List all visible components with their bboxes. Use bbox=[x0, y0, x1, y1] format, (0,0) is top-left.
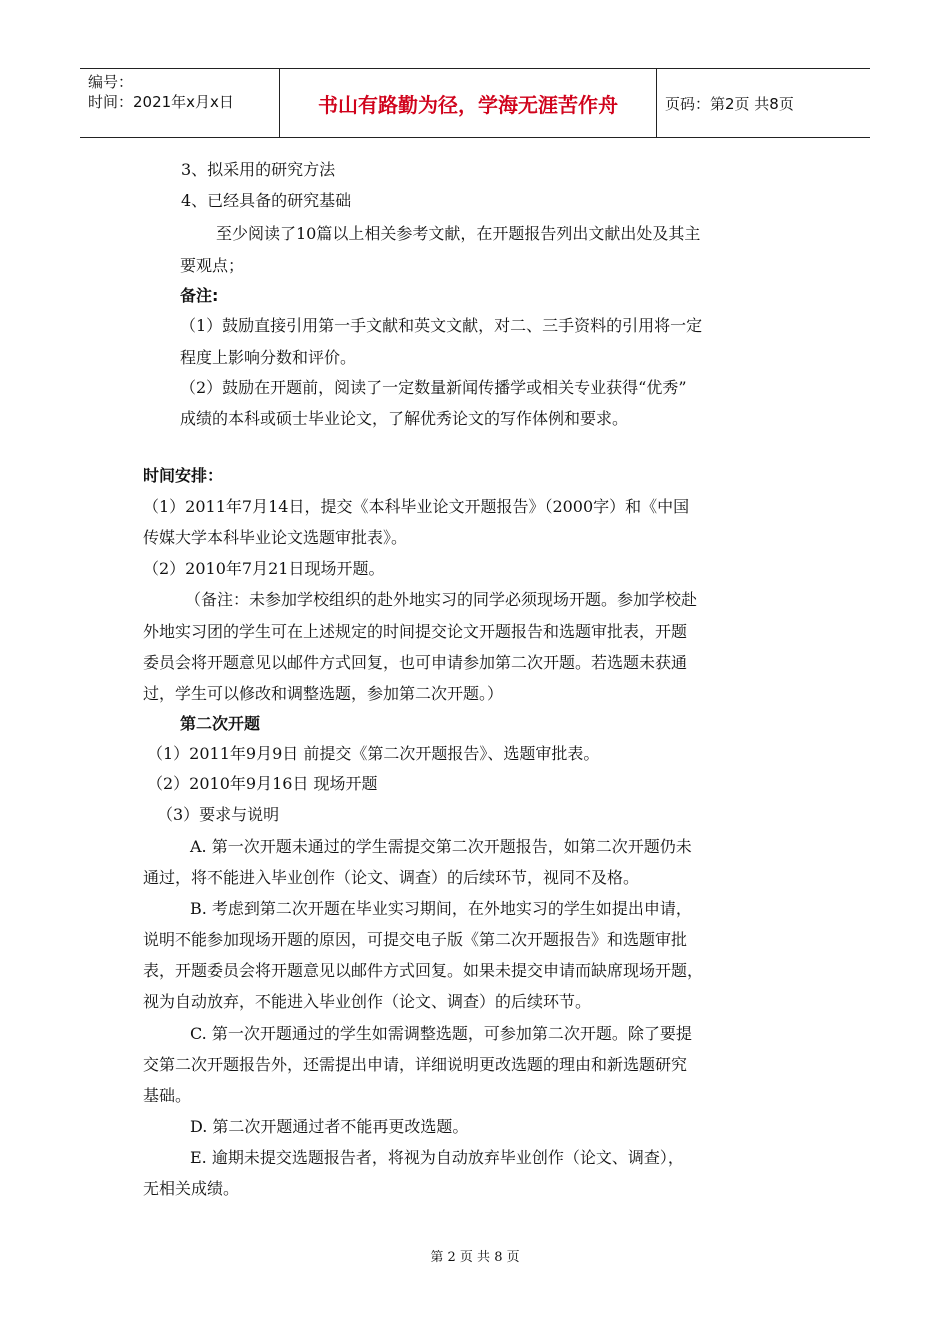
page-footer: 第 2 页 共 8 页 bbox=[430, 1250, 520, 1265]
text-line: （1）2011年9月9日 前提交《第二次开题报告》、选题审批表。 bbox=[147, 744, 600, 763]
page-info: 页码：第2页 共8页 bbox=[665, 94, 794, 113]
text-line: 视为自动放弃，不能进入毕业创作（论文、调查）的后续环节。 bbox=[143, 992, 592, 1011]
text-line: 传媒大学本科毕业论文选题审批表》。 bbox=[143, 528, 408, 547]
text-line: B. 考虑到第二次开题在毕业实习期间，在外地实习的学生如提出申请， bbox=[190, 899, 692, 918]
motto: 书山有路勤为径，学海无涯苦作舟 bbox=[280, 69, 657, 137]
text-line: （1）鼓励直接引用第一手文献和英文文献，对二、三手资料的引用将一定 bbox=[180, 316, 703, 335]
text-line: 表，开题委员会将开题意见以邮件方式回复。如果未提交申请而缺席现场开题， bbox=[143, 961, 704, 980]
text-line: 委员会将开题意见以邮件方式回复，也可申请参加第二次开题。若选题未获通 bbox=[143, 653, 688, 672]
text-line: 说明不能参加现场开题的原因，可提交电子版《第二次开题报告》和选题审批 bbox=[143, 930, 688, 949]
page-header bbox=[80, 68, 870, 138]
number-label: 编号： bbox=[88, 73, 134, 91]
text-line: （2）2010年9月16日 现场开题 bbox=[147, 774, 378, 793]
remark-heading: 备注: bbox=[180, 286, 219, 305]
schedule-heading: 时间安排： bbox=[143, 466, 224, 485]
text-line: D. 第二次开题通过者不能再更改选题。 bbox=[190, 1117, 469, 1136]
text-line: 外地实习团的学生可在上述规定的时间提交论文开题报告和选题审批表，开题 bbox=[143, 622, 688, 641]
second-session-heading: 第二次开题 bbox=[180, 714, 261, 733]
text-line: 要观点； bbox=[180, 256, 245, 275]
time-label: 时间：2021年x月x日 bbox=[88, 93, 234, 111]
text-line: （2）鼓励在开题前，阅读了一定数量新闻传播学或相关专业获得“优秀” bbox=[180, 378, 687, 397]
text-line: （1）2011年7月14日，提交《本科毕业论文开题报告》（2000字）和《中国 bbox=[143, 497, 690, 516]
text-line: 过，学生可以修改和调整选题，参加第二次开题。） bbox=[143, 684, 504, 703]
text-line: 至少阅读了10篇以上相关参考文献，在开题报告列出文献出处及其主 bbox=[216, 224, 701, 243]
text-line: （备注：未参加学校组织的赴外地实习的同学必须现场开题。参加学校赴 bbox=[185, 590, 698, 609]
text-line: 成绩的本科或硕士毕业论文，了解优秀论文的写作体例和要求。 bbox=[180, 409, 629, 428]
text-line: 程度上影响分数和评价。 bbox=[180, 348, 357, 367]
text-line: 3、拟采用的研究方法 bbox=[181, 160, 336, 179]
text-line: 无相关成绩。 bbox=[143, 1179, 240, 1198]
text-line: （2）2010年7月21日现场开题。 bbox=[143, 559, 385, 578]
text-line: 通过，将不能进入毕业创作（论文、调查）的后续环节，视同不及格。 bbox=[143, 868, 640, 887]
text-line: A. 第一次开题未通过的学生需提交第二次开题报告，如第二次开题仍未 bbox=[190, 837, 692, 856]
text-line: E. 逾期未提交选题报告者，将视为自动放弃毕业创作（论文、调查）， bbox=[190, 1148, 684, 1167]
text-line: 基础。 bbox=[143, 1086, 192, 1105]
header-meta bbox=[80, 69, 280, 137]
text-line: 4、已经具备的研究基础 bbox=[181, 191, 352, 210]
text-line: 交第二次开题报告外，还需提出申请，详细说明更改选题的理由和新选题研究 bbox=[143, 1055, 688, 1074]
text-line: （3）要求与说明 bbox=[157, 805, 280, 824]
text-line: C. 第一次开题通过的学生如需调整选题，可参加第二次开题。除了要提 bbox=[190, 1024, 692, 1043]
